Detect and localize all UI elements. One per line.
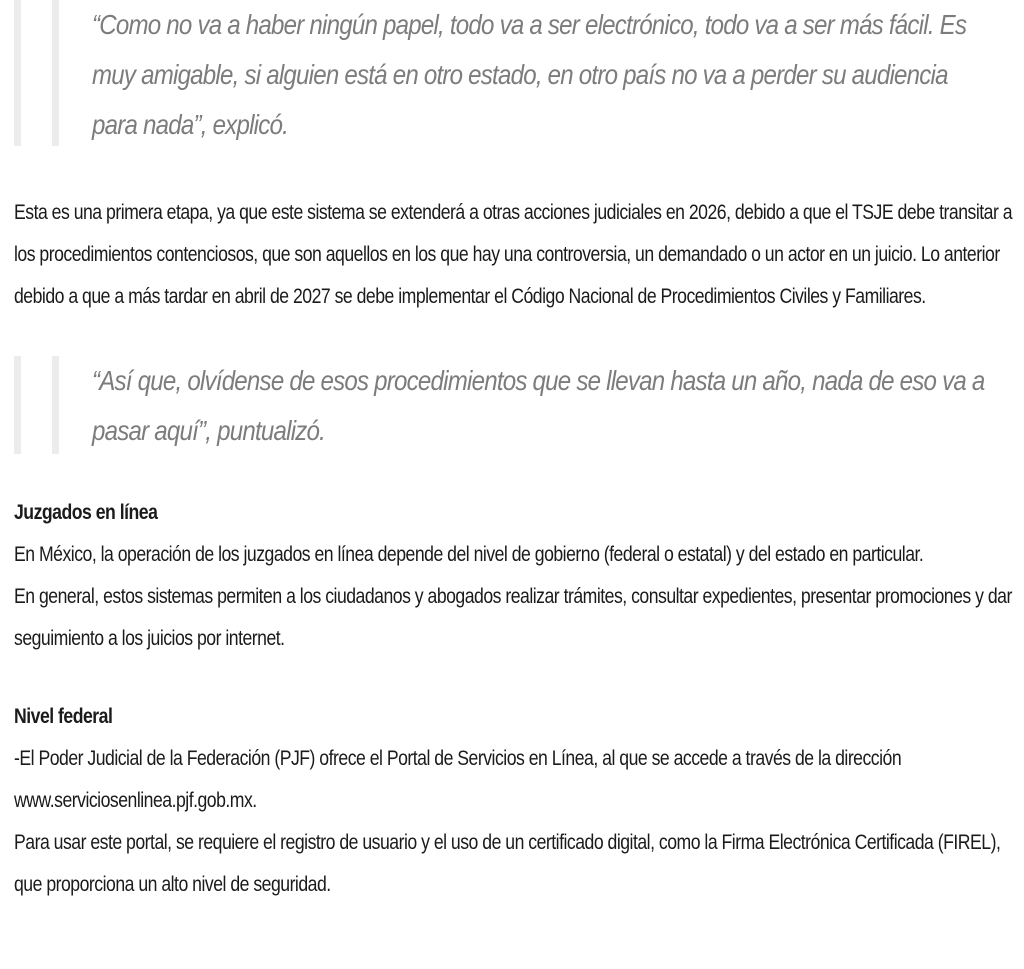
heading-nivel-federal: Nivel federal xyxy=(14,705,113,728)
paragraph-etapa: Esta es una primera etapa, ya que este sistema se extenderá a otras acciones judiciales en 2026, debido a que el TSJE debe transitar a los procedimientos contenciosos, que son aquellos en los que hay una controversia, un demandado o un actor en un juicio. Lo anterior debido a que a más tardar en abril de 2027 se debe implementar el Código Nacional de Procedimientos Civiles y Familiares. xyxy=(14,201,1013,308)
paragraph-mexico: En México, la operación de los juzgados en línea depende del nivel de gobierno (federal o estatal) y del estado en particular. xyxy=(14,543,924,566)
paragraph-pjf: -El Poder Judicial de la Federación (PJF) ofrece el Portal de Servicios en Línea, al que se accede a través de la dirección www.serviciosenlinea.pjf.gob.mx. xyxy=(14,747,902,812)
blockquote-2 xyxy=(14,356,1014,454)
paragraph-firel: Para usar este portal, se requiere el registro de usuario y el uso de un certificado digital, como la Firma Electrónica Certificada (FIREL), que proporciona un alto nivel de seguridad. xyxy=(14,831,1001,896)
heading-juzgados-en-linea: Juzgados en línea xyxy=(14,501,158,524)
article-body xyxy=(14,0,1014,906)
quote-text-1: “Como no va a haber ningún papel, todo va a ser electrónico, todo va a ser más fácil. Es muy amigable, si alguien está en otro estado, en otro país no va a perder su audiencia para nada”, explicó. xyxy=(92,9,967,140)
paragraph-en-general: En general, estos sistemas permiten a los ciudadanos y abogados realizar trámites, consultar expedientes, presentar promociones y dar seguimiento a los juicios por internet. xyxy=(14,585,1012,650)
blockquote-1 xyxy=(14,0,1014,146)
quote-text-2: “Así que, olvídense de esos procedimientos que se llevan hasta un año, nada de eso va a pasar aquí”, puntualizó. xyxy=(92,365,985,446)
